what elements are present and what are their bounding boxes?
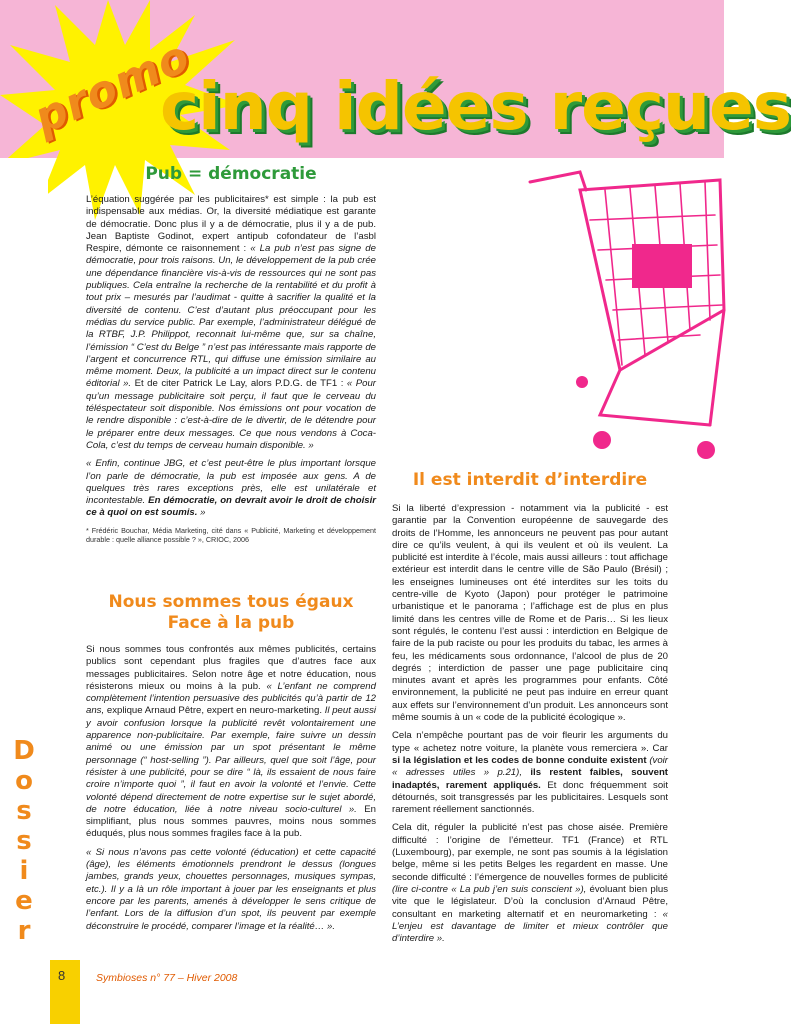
paragraph: « Enfin, continue JBG, et c’est peut-être le plus important lorsque l’on parle de démocratie, la pub est imposée aux gens. A de quelques très rares exceptions près, elle est unilatérale et incontestable. En démocratie, on devrait avoir le droit de choisir ce à quoi on est soumis. » <box>86 458 377 519</box>
article-heading: Il est interdit d’interdire <box>412 470 648 490</box>
page-title: cinq idées reçues <box>160 68 791 145</box>
publication-footer: Symbioses n° 77 – Hiver 2008 <box>96 972 238 984</box>
paragraph: Si nous sommes tous confrontés aux mêmes publicités, certains publics sont cependant plus fragiles que d’autres face aux messages publicitaires. Selon notre âge et notre éducation, nous résisterons mieux ou moins à la pub. « L’enfant ne comprend complètement l’intention persuasive des publicités qu’à partir de 12 ans, explique Arnaud Pêtre, expert en neuro-marketing. Il peut aussi y avoir confusion lorsque la publicité revêt volontairement une apparence non-publicitaire. Par exemple, faire suivre un dessin animé ou une émission par un spot présentant le même personnage (“ host-selling ”). Par ailleurs, quel que soit l’âge, pour résister à une publicité, pour se dire “ là, ils essaient de nous faire croire n’importe quoi ”, il faut en avoir la volonté et l’envie. Cette volonté dépend directement de notre expertise sur le sujet abordé, de notre éducation, liée à notre niveau socio-culturel ». En simplifiant, plus nous sommes pauvres, moins nous sommes éduqués, plus nous sommes fragiles face à la pub. <box>86 644 376 840</box>
article-tous-egaux <box>86 592 376 939</box>
shopping-cart-icon <box>510 160 724 470</box>
left-sidebar <box>0 158 48 1024</box>
article-pub-democratie <box>86 164 376 545</box>
section-label-dossier: D o s s i e r <box>13 736 35 946</box>
paragraph: Cela n’empêche pourtant pas de voir fleurir les arguments du type « achetez notre voiture, la planète vous remerciera ». Car si la législation et les codes de bonne conduite existent (voir « adresses utiles » p.21), ils restent faibles, souvent inadaptés, rarement appliqués. Et donc fréquemment soit détournés, soit transgressés par les publicitaires. Lesquels sont rarement réellement sanctionnés. <box>392 730 668 816</box>
paragraph: « Si nous n’avons pas cette volonté (éducation) et cette capacité (âge), les éléments émotionnels prendront le dessus (longues jambes, grands yeux, chouettes personnages, musiques sympas, etc.). Il y a là un rôle important à jouer par les enseignants et plus encore par les parents, amenés à développer le sens critique de l’enfant. Lors de la diffusion d’un spot, ils peuvent par exemple déconstruire le procédé, comparer l’image et la réalité… ». <box>86 846 376 932</box>
promo-label: promo <box>26 30 198 145</box>
article-interdit <box>392 470 668 951</box>
article-heading: Nous sommes tous égaux Face à la pub <box>108 592 354 633</box>
article-heading: Pub = démocratie <box>145 164 317 184</box>
paragraph: Cela dit, réguler la publicité n’est pas chose aisée. Première difficulté : l’origine de l’émetteur. TF1 (France) et RTL (Luxembourg), par exemple, ne sont pas soumis à la législation belge, même si les petits Belges les regardent en masse. Une seconde difficulté : l’émergence de nouvelles formes de publicité (lire ci-contre « La pub j’en suis conscient »), évoluant bien plus vite que le législateur. D’où la conclusion d’Arnaud Pêtre, consultant en marketing alternatif et en neuromarketing : « L’enjeu est davantage de limiter et mieux contrôler que d’interdire ». <box>392 822 669 945</box>
page-number: 8 <box>58 968 66 983</box>
footnote: * Frédéric Bouchar, Média Marketing, cité dans « Publicité, Marketing et développement durable : quelle alliance possible ? », CRIOC, 2006 <box>86 525 376 545</box>
paragraph: Si la liberté d’expression - notamment via la publicité - est garantie par la Convention européenne de sauvegarde des droits de l’Homme, les annonceurs ne peuvent pas pour autant dire ce qu’ils veulent, à qui ils veulent et où ils veulent. La publicité est interdite à l’école, mais aussi ailleurs : tout affichage extérieur est interdit dans le centre ville de São Paulo (Brésil) ; les enseignes lumineuses ont été interdites sur les toits du centre-ville de Kyoto (Japon) pour protéger le patrimoine urbanistique et le panorama ; l’affichage est de plus en plus limité dans les centres ville de Rome et de Paris… Si les lieux sont régulés, le contenu l’est aussi : interdiction en Belgique de faire de la pub raciste ou pour les produits du tabac, les armes à feu, les médicaments sous ordonnance, l’alcool de plus de 20 degrés ; interdiction de passer une page publicitaire cinq minutes avant et après les programmes pour enfants. Côté environnement, la publicité ne peut pas induire en erreur quant aux effets sur l’environnement d’un produit. Les annonceurs sont même soumis à un « code de la publicité écologique ». <box>392 503 668 724</box>
paragraph: L’équation suggérée par les publicitaires* est simple : la pub est indispensable aux médias. Or, la diversité médiatique est garante de démocratie. Donc plus il y a de démocratie, plus il y a de pub. Jean Baptiste Godinot, expert antipub cofondateur de l’asbl Respire, démonte ce raisonnement : « La pub n’est pas signe de démocratie, pour trois raisons. Un, le développement de la pub crée une dépendance financière vis-à-vis de ressources qui ne sont pas publiques. Cela entraîne la recherche de la rentabilité et du profit à tout prix – mesurés par l’audimat - quitte à sacrifier la qualité et la diversité de contenu. C’est d’autant plus préoccupant pour les médias du service public. Par exemple, l’administrateur délégué de la RTBF, J.P. Philippot, reconnait lui-même que, sur sa chaîne, l’émission “ C’est du Belge ” n’est pas intéressante mais rapporte de l’argent et concurrence RTL, qui diffuse une émission similaire au même moment. Deux, la publicité a un impact direct sur le contenu éditorial ». Et de citer Patrick Le Lay, alors P.D.G. de TF1 : « Pour qu’un message publicitaire soit perçu, il faut que le cerveau du téléspectateur soit disponible. Nos émissions ont pour vocation de le rendre disponible : c’est-à-dire de le divertir, de le détendre pour le préparer entre deux messages. Ce que nous vendons à Coca-Cola, c’est du temps de cerveau humain disponible. » <box>86 194 376 451</box>
